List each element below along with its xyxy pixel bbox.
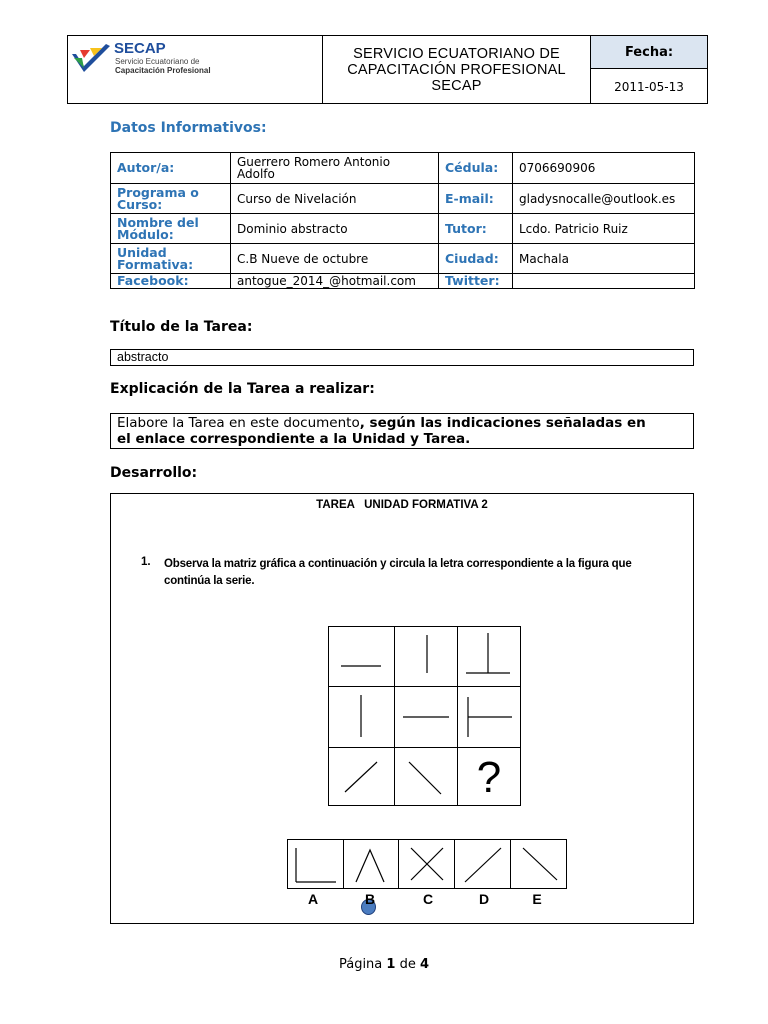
facebook-label: Facebook: [111,274,231,289]
ciudad-label: Ciudad: [439,244,513,274]
pagina-label: Página [338,957,383,972]
inverted-t-icon [458,627,520,686]
info-row-programa [111,184,695,214]
page-total: 4 [419,957,430,972]
matrix-cell-2-1 [328,686,395,748]
matrix-cell-1-1 [328,626,395,687]
matrix-cell-3-2 [394,747,458,806]
cedula-value: 0706690906 [513,153,695,184]
matrix-cell-1-3 [457,626,521,687]
option-label-e[interactable]: E [532,891,542,907]
info-row-facebook [111,274,695,289]
titulo-field [110,349,694,366]
unidad-label: Unidad Formativa: [111,244,231,274]
vertical-line-icon [329,687,394,747]
tutor-label: Tutor: [439,214,513,244]
modulo-label: Nombre del Módulo: [111,214,231,244]
programa-label: Programa o Curso: [111,184,231,214]
task-item-text: Observa la matriz gráfica a continuación y circula la letra correspondiente a la figura que continúa la serie. [164,558,632,587]
option-label-c[interactable]: C [422,891,434,907]
autor-label: Autor/a: [111,153,231,184]
logo-text: SECAP [114,40,166,57]
task-title: TAREA UNIDAD FORMATIVA 2 [316,499,488,511]
header-logo-cell [67,35,323,104]
option-label-d[interactable]: D [478,891,490,907]
cedula-label: Cédula: [439,153,513,184]
de-label: de [399,957,416,972]
datos-heading: Datos Informativos: [110,120,267,136]
desarrollo-heading: Desarrollo: [110,465,198,481]
matrix-cell-3-3 [457,747,521,806]
tutor-value: Lcdo. Patricio Ruiz [513,214,695,244]
ciudad-value: Machala [513,244,695,274]
twitter-value [513,274,695,289]
info-row-unidad [111,244,695,274]
explicacion-box [110,413,694,449]
autor-value: Guerrero Romero Antonio Adolfo [231,153,439,184]
matrix-cell-1-2 [394,626,458,687]
l-shape-icon [288,840,343,888]
explicacion-text: Elabore la Tarea en este documento, según las indicaciones señaladas en el enlace correspondiente a la Unidad y Tarea. [117,415,646,447]
twitter-label: Twitter: [439,274,513,289]
email-label: E-mail: [439,184,513,214]
secap-logo-icon [70,42,118,82]
caret-shape-icon [344,840,398,888]
email-value: gladysnocalle@outlook.es [513,184,695,214]
logo-subtitle-2: Capacitación Profesional [115,66,211,75]
diagonal-up-line-icon [455,840,510,888]
titulo-heading: Título de la Tarea: [110,319,253,335]
org-line-1: SERVICIO ECUATORIANO DE [353,46,560,62]
task-item-number: 1. [141,556,151,568]
unidad-value: C.B Nueve de octubre [231,244,439,274]
logo-subtitle-1: Servicio Ecuatoriano de [115,57,200,66]
fecha-value: 2011-05-13 [614,80,684,94]
org-line-3: SECAP [431,78,482,94]
option-label-a[interactable]: A [307,891,319,907]
info-row-autor [111,153,695,184]
diagonal-down-line-icon [511,840,566,888]
vertical-line-icon [395,627,457,686]
diagonal-down-line-icon [395,748,457,805]
option-label-b[interactable]: B [364,891,376,907]
page-current: 1 [386,957,396,972]
info-table [110,152,695,289]
diagonal-up-line-icon [329,748,394,805]
x-cross-icon [399,840,454,888]
horizontal-line-icon [395,687,457,747]
option-figure-b[interactable] [343,839,399,889]
option-figure-d[interactable] [454,839,511,889]
titulo-value: abstracto [117,350,169,364]
info-row-modulo [111,214,695,244]
programa-value: Curso de Nivelación [231,184,439,214]
header-org-cell [322,35,591,104]
fecha-label-cell [590,35,708,69]
facebook-value: antogue_2014_@hotmail.com [231,274,439,289]
option-figure-e[interactable] [510,839,567,889]
matrix-cell-3-1 [328,747,395,806]
org-line-2: CAPACITACIÓN PROFESIONAL [347,62,566,78]
fecha-label: Fecha: [624,45,674,60]
option-figure-a[interactable] [287,839,344,889]
question-mark: ? [476,753,502,802]
modulo-value: Dominio abstracto [231,214,439,244]
horizontal-line-icon [329,627,394,686]
page-footer [0,957,768,972]
option-figure-c[interactable] [398,839,455,889]
fecha-value-cell [590,68,708,104]
matrix-cell-2-2 [394,686,458,748]
left-t-icon [458,687,520,747]
explicacion-heading: Explicación de la Tarea a realizar: [110,381,375,397]
matrix-cell-2-3 [457,686,521,748]
